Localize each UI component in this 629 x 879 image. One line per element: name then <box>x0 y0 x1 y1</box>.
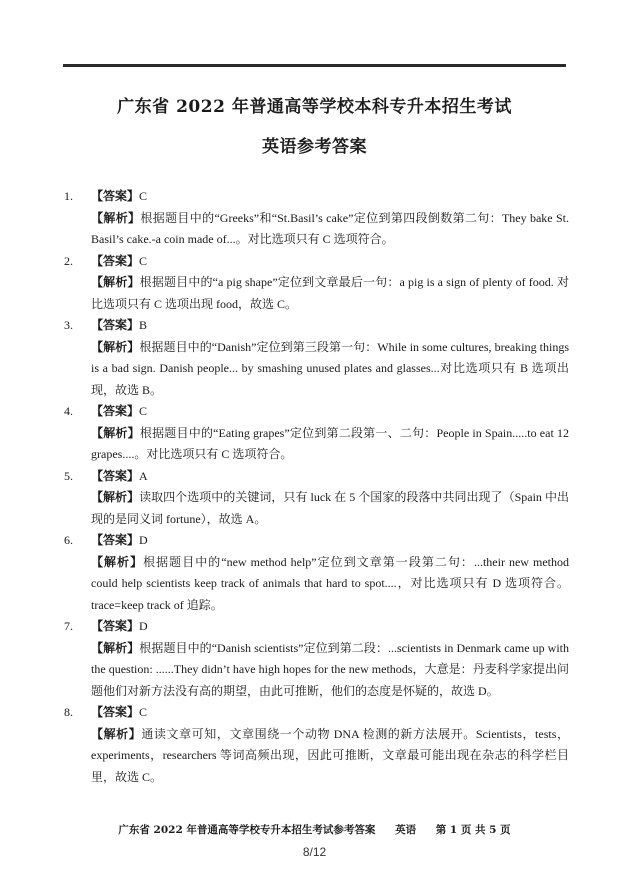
explain-tag: 【解析】 <box>91 490 140 504</box>
explanation <box>91 552 569 617</box>
answer-tag: 【答案】 <box>91 619 140 633</box>
list-item <box>64 616 569 702</box>
answer-value: C <box>139 189 148 203</box>
answer-tag: 【答案】 <box>91 705 140 719</box>
answer-tag: 【答案】 <box>91 404 140 418</box>
item-number: 4. <box>64 404 73 418</box>
answer-value: C <box>139 253 148 268</box>
answer-line <box>91 466 569 488</box>
answer-line <box>91 401 569 423</box>
item-number: 7. <box>64 619 73 633</box>
explanation <box>91 208 569 251</box>
answer-line <box>91 702 569 724</box>
answer-line <box>91 186 569 208</box>
explanation-text: 根据题目中的“Greeks”和“St.Basil’s cake”定位到第四段倒数第二句：They bake St. Basil’s cake.-a coin made of...。对比选项只有 C 选项符合。 <box>91 210 569 246</box>
top-rule <box>63 64 566 67</box>
item-number: 2. <box>64 253 73 268</box>
explanation-text: 根据题目中的“Eating grapes”定位到第二段第一、二句：People in Spain.....to eat 12 grapes....。对比选项只有 C 选项符合。 <box>91 425 569 461</box>
list-item <box>64 466 569 531</box>
answer-value: A <box>139 468 148 483</box>
explanation-text: 根据题目中的“Danish scientists”定位到第二段：...scientists in Denmark came up with the question: ......They didn’t have high hopes for the new methods，大意是：丹麦科学家提出问题他们对新方法没有高的期望，由此可推断，他们的态度是怀疑的，故选 D。 <box>91 640 569 698</box>
answer-tag: 【答案】 <box>91 253 140 268</box>
page-footer <box>0 822 629 837</box>
explain-tag: 【解析】 <box>91 275 140 289</box>
list-item <box>64 702 569 788</box>
answer-list <box>64 186 569 788</box>
answer-value: D <box>139 619 148 633</box>
explanation-text: 读取四个选项中的关键词，只有 luck 在 5 个国家的段落中共同出现了（Spain 中出现的是同义词 fortune），故选 A。 <box>91 490 569 526</box>
explain-tag: 【解析】 <box>91 210 141 225</box>
answer-value: C <box>139 705 148 719</box>
list-item <box>64 401 569 466</box>
footer-exam: 广东省 2022 年普通高等学校专升本招生考试参考答案 <box>118 824 376 836</box>
footer-page: 第 1 页 共 5 页 <box>435 824 511 836</box>
item-number: 5. <box>64 468 73 483</box>
explanation <box>91 487 569 530</box>
list-item <box>64 186 569 251</box>
explanation <box>91 724 569 789</box>
explanation-text: 根据题目中的“new method help”定位到文章第一段第二句：...their new method could help scientists keep track of animals that hard to spot....，对比选项只有 D 选项符合。trace=keep track of 追踪。 <box>91 554 569 612</box>
explain-tag: 【解析】 <box>91 425 140 440</box>
explain-tag: 【解析】 <box>91 339 140 354</box>
answer-line <box>91 315 569 337</box>
list-item <box>64 530 569 616</box>
page-subtitle: 英语参考答案 <box>262 137 367 157</box>
explanation-text: 通读文章可知，文章围绕一个动物 DNA 检测的新方法展开。Scientists，tests，experiments，researchers 等词高频出现，因此可推断，文章最可能出现在杂志的科学栏目里，故选 C。 <box>91 726 569 784</box>
explanation <box>91 272 569 315</box>
explanation-text: 根据题目中的“a pig shape”定位到文章最后一句：a pig is a sign of plenty of food. 对比选项只有 C 选项出现 food，故选 C。 <box>91 275 569 311</box>
item-number: 3. <box>64 318 73 332</box>
answer-value: C <box>139 404 148 418</box>
explanation <box>91 337 569 402</box>
explanation-text: 根据题目中的“Danish”定位到第三段第一句：While in some cultures, breaking things is a bad sign. Danish people... by smashing unused plates and glasses...对比选项只有 B 选项出现，故选 B。 <box>91 339 569 397</box>
footer-subject: 英语 <box>395 824 417 836</box>
answer-value: B <box>139 318 148 332</box>
list-item <box>64 251 569 316</box>
page-title: 广东省 2022 年普通高等学校本科专升本招生考试 <box>117 97 512 117</box>
answer-tag: 【答案】 <box>91 318 140 332</box>
explanation <box>91 423 569 466</box>
answer-value: D <box>139 533 148 547</box>
answer-tag: 【答案】 <box>91 533 140 547</box>
item-number: 6. <box>64 533 73 547</box>
answer-tag: 【答案】 <box>91 468 140 483</box>
answer-line <box>91 251 569 273</box>
list-item <box>64 315 569 401</box>
explain-tag: 【解析】 <box>91 726 142 741</box>
answer-line <box>91 616 569 638</box>
answer-tag: 【答案】 <box>91 189 140 203</box>
explain-tag: 【解析】 <box>91 640 140 655</box>
page-indicator: 8/12 <box>302 845 327 859</box>
explanation <box>91 638 569 703</box>
answer-line <box>91 530 569 552</box>
item-number: 1. <box>64 189 73 203</box>
item-number: 8. <box>64 705 73 719</box>
explain-tag: 【解析】 <box>91 554 144 569</box>
